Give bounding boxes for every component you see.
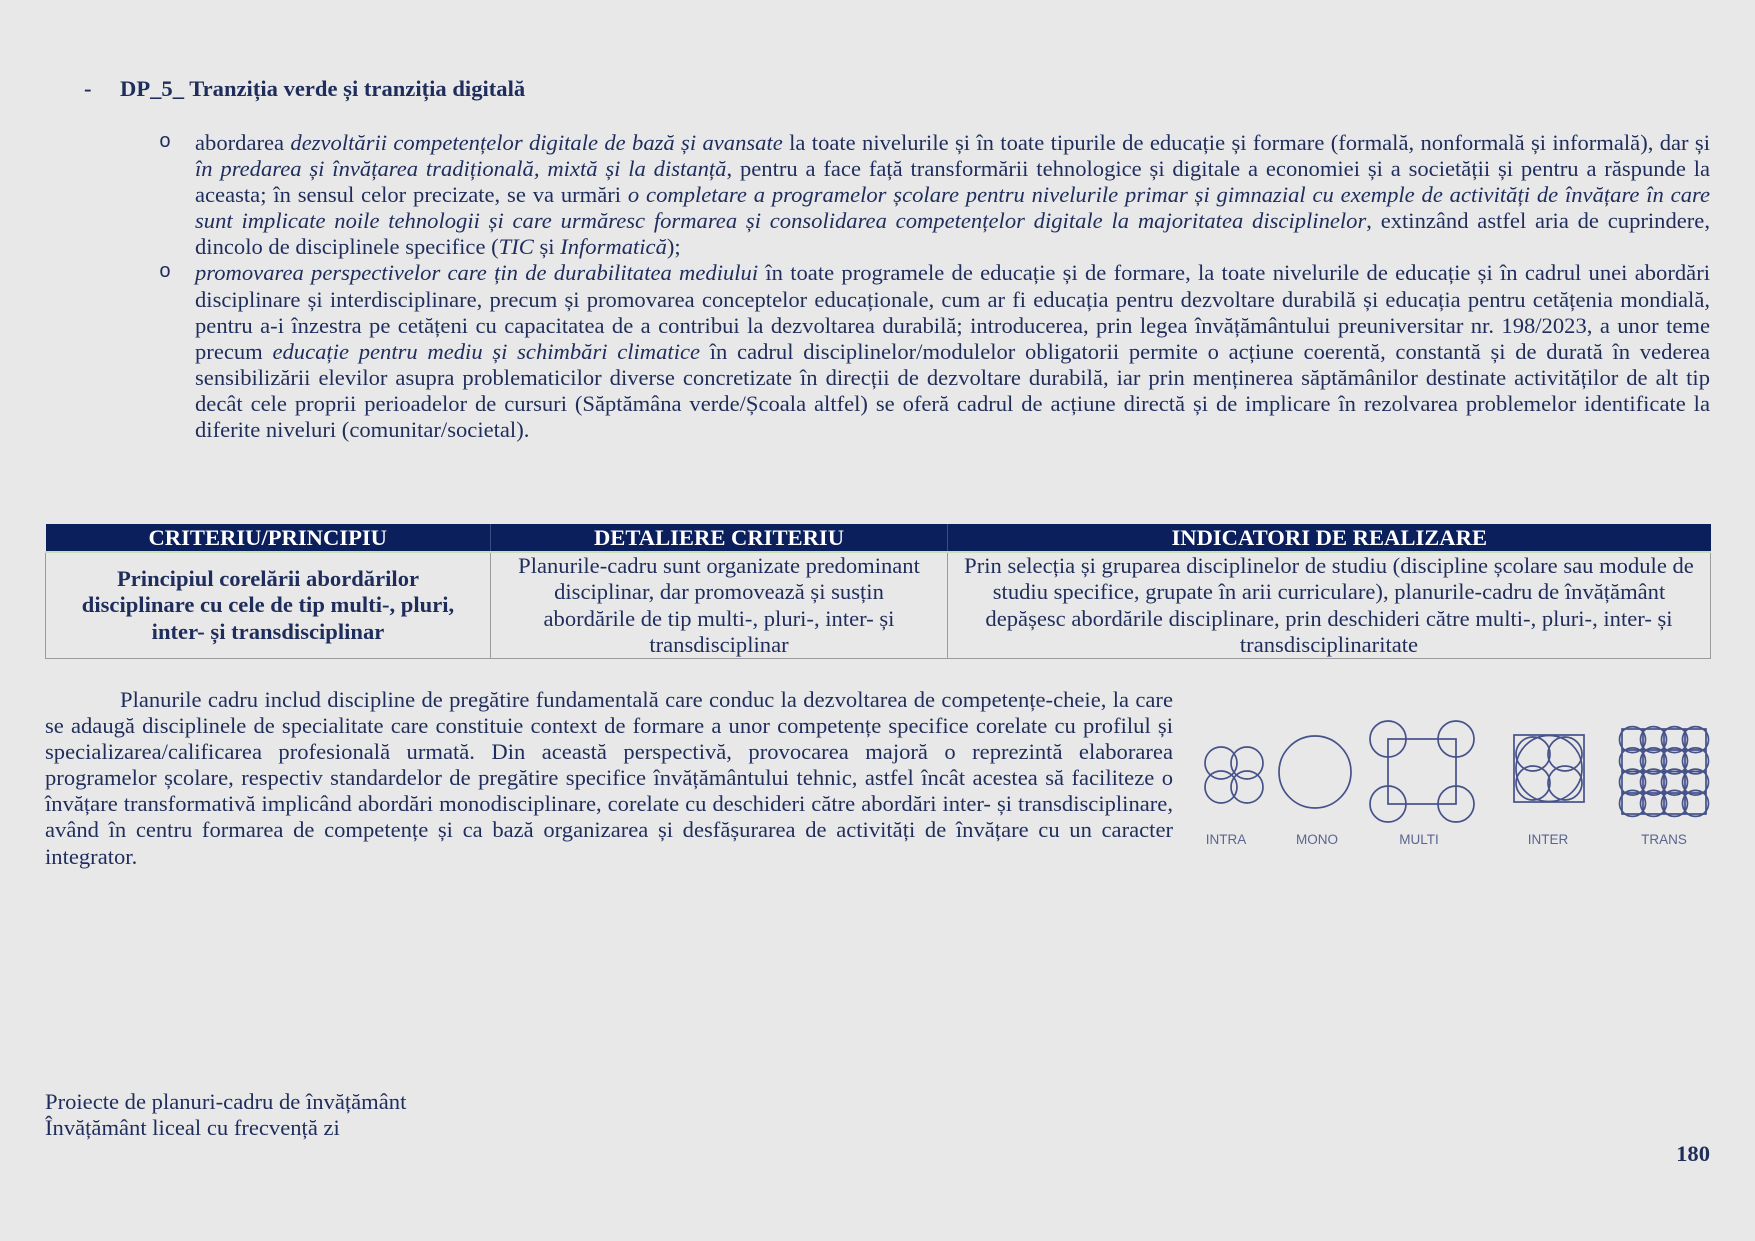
table-cell-principle: Principiul corelării abordărilor disciplinare cu cele de tip multi-, pluri, inter- și transdisciplinar <box>46 552 491 659</box>
square <box>1388 739 1456 804</box>
multi-label: MULTI <box>1399 832 1439 847</box>
trans-label: TRANS <box>1641 832 1687 847</box>
circle <box>1205 747 1237 779</box>
table-cell-indicators: Prin selecția și gruparea disciplinelor de studiu (discipline școlare sau module de studiu specifice, grupate în arii curriculare), planurile-cadru de învățământ depășesc abordările disciplinare, prin deschideri către multi-, pluri-, inter- și transdisciplinaritate <box>948 552 1711 659</box>
bullet-item-green <box>159 260 1710 443</box>
body-paragraph: Planurile cadru includ discipline de pregătire fundamentală care conduc la dezvoltarea de competențe-cheie, la care se adaugă disciplinele de specialitate care constituie context de formare a unor competențe specifice corelate cu profilul și specializarea/calificarea profesională urmată. Din această perspectivă, provocarea majoră o reprezintă elaborarea programelor școlare, respectiv standardelor de pregătire specifice învățământului tehnic, astfel încât acestea să faciliteze o învățare transformativă implicând abordări monodisciplinare, corelate cu deschideri către abordări inter- și transdisciplinare, având în centru formarea de competențe și ca bază organizarea și desfășurarea de activități de învățare cu un caracter integrator. <box>45 687 1173 869</box>
disciplinarity-diagram <box>1195 712 1710 852</box>
section-heading <box>84 76 1084 103</box>
italic-run: TIC <box>498 234 534 260</box>
footer-line-project: Proiecte de planuri-cadru de învățământ <box>45 1089 407 1114</box>
mono-label: MONO <box>1296 832 1338 847</box>
italic-run: dezvoltării competențelor digitale de bază și avansate <box>290 130 783 155</box>
italic-run: Informatică <box>560 234 667 260</box>
bullet-text <box>195 130 1710 260</box>
italic-run: promovarea perspectivelor care țin de durabilitatea mediului <box>195 260 759 286</box>
intra-label: INTRA <box>1205 832 1247 847</box>
italic-run: o completare a programelor școlare pentru nivelurile primar și gimnazial cu exemple de activități de învățare în care sunt implicate noile tehnologii și care urmăresc formarea și consolidarea competențelor digitale la majoritatea disciplinelor <box>195 182 1710 234</box>
inter-icon <box>1514 735 1584 802</box>
bullet-item-digital <box>159 130 1710 260</box>
text-run: , extinzând astfel aria de cuprindere, dincolo de disciplinele specifice ( <box>195 208 1710 260</box>
heading-dash: - <box>84 76 92 101</box>
text-run: abordarea <box>195 130 291 155</box>
circle <box>1516 736 1582 802</box>
italic-run: în predarea și învățarea tradițională, mixtă și la distanță <box>195 156 727 182</box>
table-cell-detail: Planurile-cadru sunt organizate predominant disciplinar, dar promovează și susțin abordările de tip multi-, pluri-, inter- și transdisciplinar <box>491 552 948 659</box>
intra-icon <box>1205 747 1263 803</box>
footer-line-education: Învățământ liceal cu frecvență zi <box>45 1115 340 1141</box>
text-run: în cadrul disciplinelor/modulelor obligatorii permite o acțiune coerentă, constantă și de durată în vederea sensibilizării elevilor asupra problematicilor diverse concretizate în direcții de dezvoltare durabilă, iar prin menținerea săptămânilor destinate activităților de alt tip decât cele proprii perioadelor de cursuri (Săptămâna verde/Școala altfel) se oferă cadrul de acțiune directă și de implicare în rezolvarea problemelor identificate la diferite niveluri (comunitar/societal). <box>195 338 1710 443</box>
bullet-marker: o <box>159 261 172 285</box>
trans-icon <box>1620 727 1709 817</box>
criteria-table <box>45 524 1711 659</box>
column-header-indicators: INDICATORI DE REALIZARE <box>948 524 1711 552</box>
text-run: , pentru a face față transformării tehnologice și digitale a economiei și a societății și pentru a răspunde la aceasta; în sensul celor precizate, se va urmări <box>195 156 1710 208</box>
inter-label: INTER <box>1527 832 1569 847</box>
table-header-row <box>46 524 1711 552</box>
mono-icon <box>1279 736 1351 808</box>
text-run: la toate nivelurile și în toate tipurile de educație și formare (formală, nonformală și informală), dar și <box>782 130 1710 155</box>
text-run: ); <box>666 234 681 260</box>
multi-icon <box>1370 721 1474 822</box>
bullet-list <box>159 130 1710 443</box>
bullet-text <box>195 260 1710 443</box>
italic-run: educație pentru mediu și schimbări climatice <box>272 338 701 364</box>
page-footer <box>45 1089 945 1141</box>
circle <box>1205 771 1237 803</box>
page-number: 180 <box>1676 1141 1710 1166</box>
bullet-marker: o <box>159 131 172 154</box>
column-header-criterion: CRITERIU/PRINCIPIU <box>46 524 491 552</box>
column-header-detail: DETALIERE CRITERIU <box>491 524 948 552</box>
table-row <box>46 552 1711 659</box>
circle <box>1279 736 1351 808</box>
heading-title: DP_5_ Tranziția verde și tranziția digitală <box>120 76 526 101</box>
circle <box>1231 747 1263 779</box>
circle <box>1231 771 1263 803</box>
text-run: și <box>533 234 561 260</box>
text-run: în toate programele de educație și de formare, la toate nivelurile de educație și în cadrul unei abordări disciplinare și interdisciplinare, precum și promovarea conceptelor educaționale, cum ar fi educația pentru dezvoltare durabilă și educația pentru cetățenia mondială, pentru a-i înzestra pe cetățeni cu capacitatea de a contribui la dezvoltarea durabilă; introducerea, prin legea învățământului preuniversitar nr. 198/2023, a unor teme precum <box>195 260 1710 364</box>
